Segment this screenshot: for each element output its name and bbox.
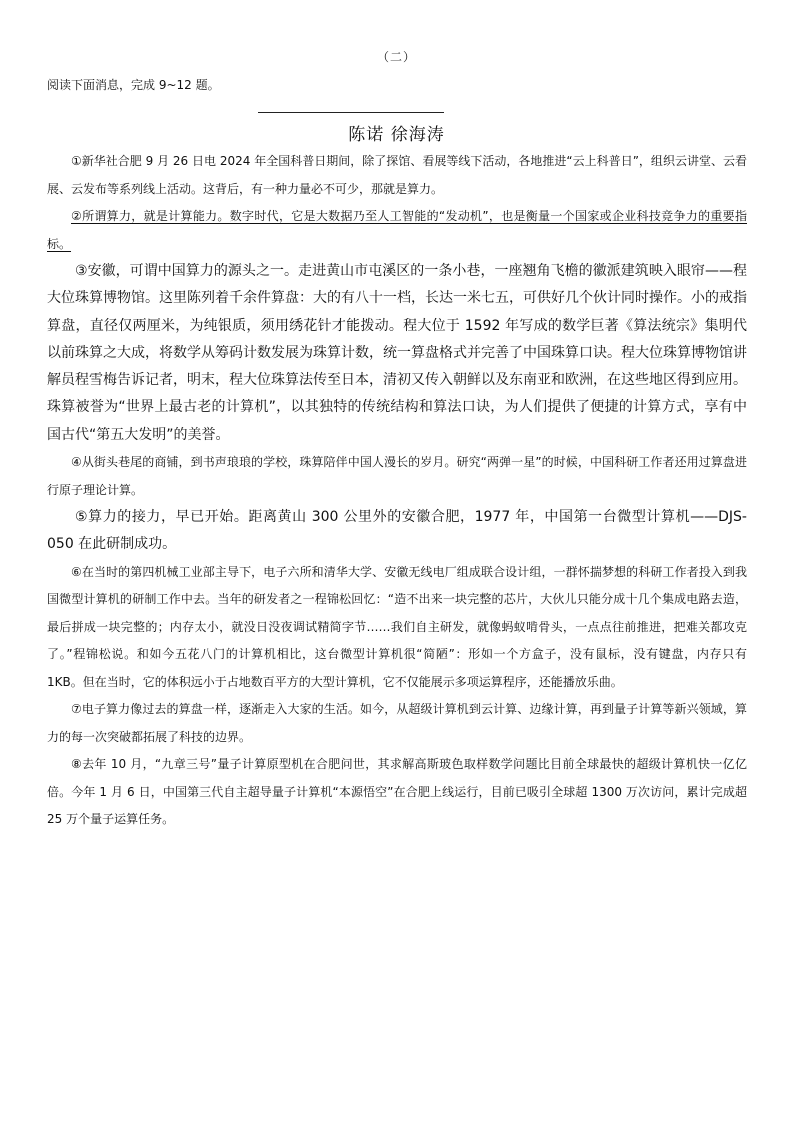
paragraph-3: ③安徽，可谓中国算力的源头之一。走进黄山市屯溪区的一条小巷，一座翘角飞檐的徽派建筑映入眼帘——程大位珠算博物馆。这里陈列着千余件算盘：大的有八十一档，长达一米七五，可供好几个伙计同时操作。小的戒指算盘，直径仅两厘米，为纯银质，须用绣花针才能拨动。程大位于 1592 年写成的数学巨著《算法统宗》集明代以前珠算之大成，将数学从筹码计数发展为珠算计数，统一算盘格式并完善了中国珠算口诀。程大位珠算博物馆讲解员程雪梅告诉记者，明末，程大位珠算法传至日本，清初又传入朝鲜以及东南亚和欧洲，在这些地区得到应用。珠算被誉为“世界上最古老的计算机”，以其独特的传统结构和算法口诀，为人们提供了便捷的计算方式，享有中国古代“第五大发明”的美誉。 bbox=[47, 263, 747, 443]
paragraph-6: ⑥在当时的第四机械工业部主导下，电子六所和清华大学、安徽无线电厂组成联合设计组，一群怀揣梦想的科研工作者投入到我国微型计算机的研制工作中去。当年的研发者之一程锦松回忆：“造不出来一块完整的芯片，大伙儿只能分成十几个集成电路去造，最后拼成一块完整的；内存太小，就没日没夜调试精简字节……我们自主研发，就像蚂蚁啃骨头，一点点往前推进，把难关都攻克了。”程锦松说。和如今五花八门的计算机相比，这台微型计算机很“简陋”：形如一个方盒子，没有鼠标，没有键盘，内存只有 1KB。但在当时，它的体积远小于占地数百平方的大型计算机，它不仅能展示多项运算程序，还能播放乐曲。 bbox=[47, 564, 747, 689]
paragraph-1: ①新华社合肥 9 月 26 日电 2024 年全国科普日期间，除了探馆、看展等线下活动，各地推进“云上科普日”，组织云讲堂、云看展、云发布等系列线上活动。这背后，有一种力量必不可少，那就是算力。 bbox=[47, 154, 747, 196]
paragraph-7: ⑦电子算力像过去的算盘一样，逐渐走入大家的生活。如今，从超级计算机到云计算、边缘计算，再到量子计算等新兴领域，算力的每一次突破都拓展了科技的边界。 bbox=[47, 702, 747, 744]
paragraph-8: ⑧去年 10 月，“九章三号”量子计算原型机在合肥问世，其求解高斯玻色取样数学问题比目前全球最快的超级计算机快一亿亿倍。今年 1 月 6 日，中国第三代自主超导量子计算机“本源悟空”在合肥上线运行，目前已吸引全球超 1300 万次访问，累计完成超 25 万个量子运算任务。 bbox=[47, 757, 747, 827]
section-label: （二） bbox=[376, 50, 416, 64]
paragraph-4: ④从街头巷尾的商铺，到书声琅琅的学校，珠算陪伴中国人漫长的岁月。研究“两弹一星”的时候，中国科研工作者还用过算盘进行原子理论计算。 bbox=[47, 455, 747, 497]
article-body bbox=[47, 148, 747, 834]
title-blank-line bbox=[258, 112, 444, 113]
paragraph-2: ②所谓算力，就是计算能力。数字时代，它是大数据乃至人工智能的“发动机”，也是衡量一个国家或企业科技竞争力的重要指标。 bbox=[47, 209, 747, 251]
reading-instruction: 阅读下面消息，完成 9~12 题。 bbox=[47, 78, 220, 92]
paragraph-5: ⑤算力的接力，早已开始。距离黄山 300 公里外的安徽合肥，1977 年，中国第一台微型计算机——DJS-050 在此研制成功。 bbox=[47, 509, 747, 553]
article-byline: 陈诺 徐海涛 bbox=[348, 125, 445, 145]
